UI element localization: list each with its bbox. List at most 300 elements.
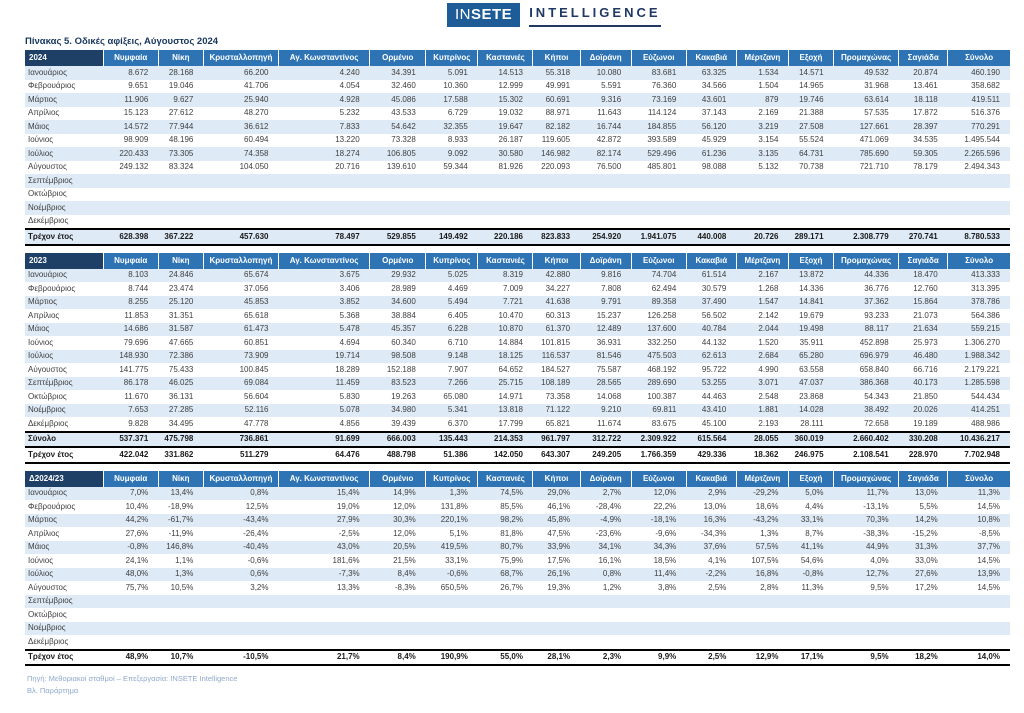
cell: 249.132 xyxy=(119,162,149,171)
header-row xyxy=(25,253,1010,269)
table-row xyxy=(25,363,1010,377)
cell: 54,6% xyxy=(800,555,824,565)
cell: 9.092 xyxy=(447,148,468,158)
cell: 2.684 xyxy=(758,351,779,360)
cell: 33,9% xyxy=(547,542,571,551)
header-bar xyxy=(0,0,1024,34)
cell: 332.250 xyxy=(647,337,677,347)
cell: 56.120 xyxy=(701,121,727,131)
cell: 9.148 xyxy=(447,351,468,360)
cell: 35.911 xyxy=(799,337,824,347)
column-header: Εξοχή xyxy=(788,253,833,269)
cell xyxy=(103,215,158,230)
cell xyxy=(278,635,369,650)
cell xyxy=(834,608,899,622)
row-label: Οκτώβριος xyxy=(28,189,67,198)
cell: 59.344 xyxy=(443,162,468,171)
cell: -8,3% xyxy=(394,582,416,592)
cell: 26.187 xyxy=(498,135,523,144)
total-cell: 135.443 xyxy=(426,432,478,448)
cell: 64.652 xyxy=(498,364,523,374)
cell: 55.318 xyxy=(545,67,571,77)
cell xyxy=(788,622,833,636)
cell: 25.715 xyxy=(498,378,523,387)
row-label: Φεβρουάριος xyxy=(28,81,76,90)
cell: 378.786 xyxy=(971,297,1000,306)
year-header: Δ2024/23 xyxy=(25,471,103,487)
cell xyxy=(631,174,686,188)
arrivals-table-202423 xyxy=(25,471,1010,667)
cell: 419,5% xyxy=(440,542,468,551)
cell: 4.469 xyxy=(447,283,468,293)
column-header: Εξοχή xyxy=(788,471,833,487)
cell: 15.237 xyxy=(596,310,622,320)
cell: 75.587 xyxy=(596,364,622,374)
cell: -15,2% xyxy=(912,528,938,538)
cell: 544.434 xyxy=(971,391,1000,401)
cell: 14.571 xyxy=(799,67,824,77)
cell: 107,5% xyxy=(751,555,779,565)
cell: 9.627 xyxy=(173,94,194,104)
cell: 220.433 xyxy=(119,148,149,158)
cell: 33,1% xyxy=(445,555,468,565)
table-row xyxy=(25,554,1010,568)
cell: 4.694 xyxy=(339,337,360,347)
cell: 20,5% xyxy=(393,542,416,551)
table-row xyxy=(25,93,1010,107)
cell: 11.643 xyxy=(597,108,622,117)
cell: 0,8% xyxy=(250,488,269,497)
cell: 44,2% xyxy=(125,515,149,524)
cell: 14,5% xyxy=(977,582,1000,592)
cell: 4,0% xyxy=(870,555,889,565)
total-cell: 21,7% xyxy=(278,650,369,666)
cell: 73.305 xyxy=(168,148,194,158)
cell: 2,7% xyxy=(602,488,622,497)
cell xyxy=(580,201,631,215)
row-label: Ιούνιος xyxy=(28,337,54,347)
cell xyxy=(899,595,948,609)
table-row xyxy=(25,336,1010,350)
cell: 34.495 xyxy=(168,418,194,428)
cell xyxy=(631,188,686,202)
cell: 1.881 xyxy=(758,405,779,414)
cell: 19.679 xyxy=(799,310,824,320)
cell: 516.376 xyxy=(971,108,1000,117)
cell: 98.909 xyxy=(123,135,149,144)
cell: 65.821 xyxy=(545,418,571,428)
cell: 393.589 xyxy=(647,135,677,144)
column-header: Κυπρίνος xyxy=(426,471,478,487)
cell: 64.731 xyxy=(799,148,824,158)
cell: 34,1% xyxy=(598,542,622,551)
cell: 25.940 xyxy=(244,94,269,104)
cell: 78.179 xyxy=(913,162,938,171)
cell: 11,3% xyxy=(977,488,1000,497)
table-row xyxy=(25,568,1010,582)
cell: 10.360 xyxy=(443,81,468,90)
cell: 31.587 xyxy=(168,324,194,333)
cell: 879 xyxy=(765,94,779,104)
row-label: Ιούνιος xyxy=(28,135,54,144)
cell xyxy=(834,635,899,650)
cell: 116.537 xyxy=(541,351,571,360)
cell: 0,6% xyxy=(250,569,269,578)
cell xyxy=(478,622,533,636)
cell: 13.872 xyxy=(799,270,824,279)
total-cell: 190,9% xyxy=(426,650,478,666)
total-cell: 55,0% xyxy=(478,650,533,666)
column-header: Νυμφαία xyxy=(103,471,158,487)
cell xyxy=(686,188,736,202)
appendix-note: Βλ. Παράρτημα xyxy=(27,686,79,695)
column-header: Προμαχώνας xyxy=(834,50,899,66)
column-header: Ορμένιο xyxy=(370,471,426,487)
total-cell: -10,5% xyxy=(203,650,278,666)
cell: 3,2% xyxy=(250,582,269,592)
total-cell: 736.861 xyxy=(203,432,278,448)
cell: 36.612 xyxy=(244,121,269,131)
cell xyxy=(158,635,203,650)
insete-logo-box xyxy=(447,3,520,27)
cell: 5,5% xyxy=(919,501,938,511)
cell: -0,8% xyxy=(802,569,824,578)
table-row xyxy=(25,296,1010,310)
cell xyxy=(580,174,631,188)
cell: 28.397 xyxy=(913,121,938,131)
column-header: Σαγιάδα xyxy=(899,471,948,487)
cell: 63.558 xyxy=(799,364,824,374)
cell: 220,1% xyxy=(440,515,468,524)
cell: 27,6% xyxy=(125,528,149,538)
table-row xyxy=(25,514,1010,528)
total-row-label: Τρέχον έτος xyxy=(25,229,103,245)
cell xyxy=(158,215,203,230)
cell: 62.494 xyxy=(651,283,677,293)
cell: 460.190 xyxy=(971,67,1000,77)
cell: 14.884 xyxy=(498,337,523,347)
column-header: Κακαβιά xyxy=(686,50,736,66)
cell: 14.336 xyxy=(799,283,824,293)
cell: 46.025 xyxy=(168,378,194,387)
cell xyxy=(948,595,1010,609)
cell: 57,5% xyxy=(755,542,779,551)
total-cell: 643.307 xyxy=(533,447,580,463)
cell: 8.933 xyxy=(447,135,468,144)
total-cell: 422.042 xyxy=(103,447,158,463)
table-row xyxy=(25,581,1010,595)
cell: 12,5% xyxy=(245,501,269,511)
cell xyxy=(370,608,426,622)
cell: 475.503 xyxy=(647,351,677,360)
cell: 13,4% xyxy=(170,488,194,497)
cell xyxy=(103,201,158,215)
cell: 9.651 xyxy=(128,81,149,90)
cell: 9.210 xyxy=(601,405,622,414)
cell: 16,1% xyxy=(598,555,622,565)
cell: 33,0% xyxy=(915,555,938,565)
cell: 28.111 xyxy=(800,418,824,428)
cell: 14.971 xyxy=(498,391,523,401)
cell: 27.612 xyxy=(168,108,194,117)
total-cell: 48,9% xyxy=(103,650,158,666)
row-label: Απρίλιος xyxy=(28,528,60,538)
cell xyxy=(370,188,426,202)
column-header: Κακαβιά xyxy=(686,471,736,487)
cell: 108.189 xyxy=(541,378,571,387)
cell: 41.706 xyxy=(244,81,269,90)
total-cell: 64.476 xyxy=(278,447,369,463)
cell xyxy=(580,188,631,202)
column-header: Ορμένιο xyxy=(370,50,426,66)
cell xyxy=(533,188,580,202)
cell: 83.523 xyxy=(391,378,416,387)
cell: -61,7% xyxy=(167,515,194,524)
column-header: Εύζωνοι xyxy=(631,253,686,269)
cell: 30.580 xyxy=(498,148,523,158)
cell xyxy=(580,622,631,636)
cell xyxy=(478,174,533,188)
column-header: Κήποι xyxy=(533,50,580,66)
table-row xyxy=(25,377,1010,391)
column-header: Κυπρίνος xyxy=(426,50,478,66)
cell xyxy=(899,188,948,202)
cell: 47.037 xyxy=(799,378,824,387)
cell xyxy=(834,215,899,230)
row-label: Νοέμβριος xyxy=(28,623,66,632)
cell: 60.691 xyxy=(545,94,571,104)
cell: 12,0% xyxy=(393,528,416,538)
cell: -26,4% xyxy=(243,528,269,538)
cell: 100.845 xyxy=(239,364,269,374)
cell: -34,3% xyxy=(701,528,727,538)
cell: 98,2% xyxy=(500,515,523,524)
cell xyxy=(158,595,203,609)
total-cell: 149.492 xyxy=(426,229,478,245)
cell: 13.818 xyxy=(498,405,523,414)
cell: 43.533 xyxy=(391,108,416,117)
cell: 4.240 xyxy=(339,67,360,77)
cell: 65.618 xyxy=(244,310,269,320)
cell: 86.178 xyxy=(123,378,149,387)
cell xyxy=(788,608,833,622)
cell: 70.738 xyxy=(799,162,824,171)
column-header: Καστανιές xyxy=(478,50,533,66)
cell: 40.784 xyxy=(701,324,727,333)
cell xyxy=(278,188,369,202)
total-row xyxy=(25,447,1010,463)
cell: 101.815 xyxy=(541,337,571,347)
cell: 13,9% xyxy=(977,569,1000,578)
row-label: Μάρτιος xyxy=(28,94,57,104)
total-row-label: Τρέχον έτος xyxy=(25,447,103,463)
cell: 4.990 xyxy=(758,364,779,374)
total-cell: 2.308.779 xyxy=(834,229,899,245)
cell xyxy=(370,174,426,188)
cell: 18,5% xyxy=(653,555,677,565)
cell: -11,9% xyxy=(168,528,194,538)
cell xyxy=(788,188,833,202)
cell: 17.588 xyxy=(443,94,468,104)
table-row xyxy=(25,174,1010,188)
cell: 20.874 xyxy=(913,67,938,77)
column-header: Σαγιάδα xyxy=(899,253,948,269)
cell: 54.343 xyxy=(864,391,889,401)
total-cell: 1.941.075 xyxy=(631,229,686,245)
cell: 7.907 xyxy=(447,364,468,374)
cell: 88.971 xyxy=(545,108,571,117)
cell xyxy=(631,608,686,622)
column-header: Προμαχώνας xyxy=(834,253,899,269)
cell: 93.233 xyxy=(864,310,889,320)
cell: 83.324 xyxy=(168,162,194,171)
column-header: Αγ. Κωνσταντίνος xyxy=(278,253,369,269)
column-header: Κυπρίνος xyxy=(426,253,478,269)
cell: 46.480 xyxy=(913,351,938,360)
cell xyxy=(631,215,686,230)
cell: 13.461 xyxy=(913,81,938,90)
total-cell: 254.920 xyxy=(580,229,631,245)
cell xyxy=(580,215,631,230)
cell xyxy=(478,595,533,609)
cell: 6.405 xyxy=(447,310,468,320)
cell: 17.872 xyxy=(913,108,938,117)
total-cell: 511.279 xyxy=(203,447,278,463)
total-cell: 1.766.359 xyxy=(631,447,686,463)
cell: 20.716 xyxy=(335,162,360,171)
cell: 69.811 xyxy=(652,405,677,414)
cell: 106.805 xyxy=(386,148,416,158)
cell: 61.514 xyxy=(701,270,727,279)
cell: 69.084 xyxy=(244,378,269,387)
cell: -13,1% xyxy=(863,501,889,511)
cell: 45,8% xyxy=(547,515,571,524)
cell: -0,8% xyxy=(127,542,149,551)
cell: 5,0% xyxy=(805,488,824,497)
cell: 19,0% xyxy=(336,501,360,511)
cell: 77.944 xyxy=(168,121,194,131)
cell xyxy=(686,215,736,230)
cell: 88.117 xyxy=(864,324,889,333)
cell: 12,7% xyxy=(865,569,889,578)
cell: 34.980 xyxy=(391,405,416,414)
cell: 19.189 xyxy=(913,418,938,428)
cell: 73.169 xyxy=(651,94,677,104)
cell: 14.513 xyxy=(498,67,523,77)
cell: 4.928 xyxy=(339,94,360,104)
cell: 47.778 xyxy=(244,418,269,428)
cell: 34.391 xyxy=(391,67,416,77)
cell: 71.122 xyxy=(545,405,571,414)
cell: 1.268 xyxy=(758,283,779,293)
cell: 81.546 xyxy=(596,351,622,360)
cell xyxy=(203,635,278,650)
cell: 32.460 xyxy=(391,81,416,90)
cell: 7,0% xyxy=(130,488,149,497)
cell: 25.973 xyxy=(913,337,938,347)
cell: 27.508 xyxy=(799,121,824,131)
cell xyxy=(736,635,788,650)
cell: 4.856 xyxy=(339,418,360,428)
cell: 19,3% xyxy=(547,582,571,592)
cell: 43,0% xyxy=(336,542,360,551)
cell xyxy=(203,215,278,230)
cell: 48.270 xyxy=(244,108,269,117)
cell: 2.179.221 xyxy=(964,364,1000,374)
cell: 66.200 xyxy=(244,67,269,77)
cell: 9.816 xyxy=(601,270,622,279)
cell: -4,9% xyxy=(600,515,622,524)
table-row xyxy=(25,323,1010,337)
cell: 529.496 xyxy=(647,148,677,158)
total-cell: 220.186 xyxy=(478,229,533,245)
cell: -18,1% xyxy=(650,515,677,524)
cell: 785.690 xyxy=(859,148,889,158)
cell xyxy=(899,622,948,636)
cell xyxy=(370,215,426,230)
cell: 45.929 xyxy=(701,135,727,144)
cell: 127.661 xyxy=(859,121,889,131)
cell: 15.302 xyxy=(498,94,523,104)
table-row xyxy=(25,215,1010,230)
column-header: Σύνολο xyxy=(948,50,1010,66)
cell xyxy=(278,201,369,215)
table-row xyxy=(25,350,1010,364)
cell xyxy=(736,595,788,609)
cell: 2,5% xyxy=(708,582,727,592)
cell: 70,3% xyxy=(865,515,889,524)
total-cell: 20.726 xyxy=(736,229,788,245)
column-header: Νίκη xyxy=(158,50,203,66)
cell: 47,5% xyxy=(547,528,571,538)
cell: 2,8% xyxy=(760,582,779,592)
column-header: Προμαχώνας xyxy=(834,471,899,487)
cell: 27,9% xyxy=(336,515,360,524)
column-header: Εύζωνοι xyxy=(631,471,686,487)
cell: 3.852 xyxy=(339,297,360,306)
cell: 5.494 xyxy=(447,297,468,306)
cell: -7,3% xyxy=(338,569,360,578)
table-row xyxy=(25,188,1010,202)
source-note: Πηγή: Μεθοριακοί σταθμοί – Επεξεργασία: INSETE Intelligence xyxy=(27,674,238,683)
row-label: Μάιος xyxy=(28,542,50,551)
column-header: Σύνολο xyxy=(948,471,1010,487)
cell: 85,5% xyxy=(500,501,523,511)
year-header: 2023 xyxy=(25,253,103,269)
total-cell: 823.833 xyxy=(533,229,580,245)
cell: 81.926 xyxy=(498,162,523,171)
cell xyxy=(426,201,478,215)
cell: 9.316 xyxy=(601,94,622,104)
cell: 2.193 xyxy=(758,418,779,428)
cell xyxy=(203,595,278,609)
cell xyxy=(158,174,203,188)
cell: 23.868 xyxy=(799,391,824,401)
cell xyxy=(899,174,948,188)
cell: 52.116 xyxy=(244,405,269,414)
cell: 45.100 xyxy=(701,418,727,428)
cell: 3.154 xyxy=(758,135,779,144)
cell: 10,8% xyxy=(977,515,1000,524)
cell: 37,6% xyxy=(703,542,727,551)
cell: 141.775 xyxy=(119,364,149,374)
total-cell: 142.050 xyxy=(478,447,533,463)
cell xyxy=(103,608,158,622)
total-cell: 2.309.922 xyxy=(631,432,686,448)
cell: 414.251 xyxy=(971,405,1000,414)
cell: 41.638 xyxy=(545,297,571,306)
column-header: Κρυσταλλοπηγή xyxy=(203,253,278,269)
